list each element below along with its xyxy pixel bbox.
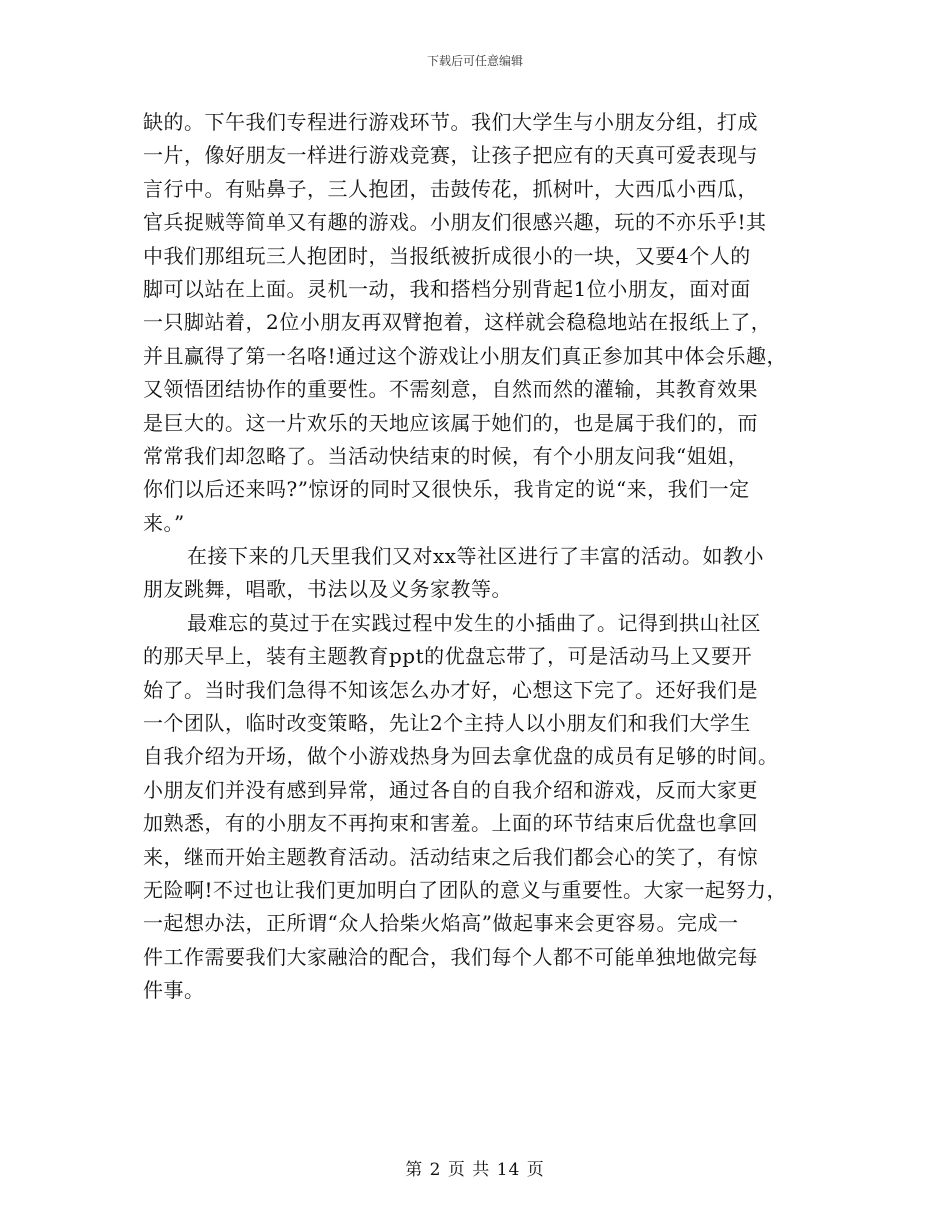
text-line: 来。” [143, 510, 185, 535]
text-line: 始了。当时我们急得不知该怎么办才好，心想这下完了。还好我们是 [143, 677, 758, 702]
document-body [143, 106, 833, 1008]
text-line: 又领悟团结协作的重要性。不需刻意，自然而然的灌输，其教育效果 [143, 377, 758, 402]
paragraph-start-line: 最难忘的莫过于在实践过程中发生的小插曲了。记得到拱山社区 [187, 610, 761, 635]
text-line: 一只脚站着，2位小朋友再双臂抱着，这样就会稳稳地站在报纸上了， [143, 310, 772, 335]
text-line: 一片，像好朋友一样进行游戏竞赛，让孩子把应有的天真可爱表现与 [143, 143, 758, 168]
text-line: 是巨大的。这一片欢乐的天地应该属于她们的，也是属于我们的，而 [143, 410, 758, 435]
text-line: 并且赢得了第一名咯!通过这个游戏让小朋友们真正参加其中体会乐趣， [143, 343, 788, 368]
text-line: 加熟悉，有的小朋友不再拘束和害羞。上面的环节结束后优盘也拿回 [143, 811, 758, 836]
text-line: 缺的。下午我们专程进行游戏环节。我们大学生与小朋友分组，打成 [143, 110, 758, 134]
text-line: 的那天早上，装有主题教育ppt的优盘忘带了，可是活动马上又要开 [143, 644, 753, 669]
text-line: 件事。 [143, 978, 205, 1003]
text-line: 官兵捉贼等简单又有趣的游戏。小朋友们很感兴趣，玩的不亦乐乎!其 [143, 210, 767, 235]
text-line: 无险啊!不过也让我们更加明白了团队的意义与重要性。大家一起努力， [143, 877, 788, 902]
text-line: 言行中。有贴鼻子，三人抱团，击鼓传花，抓树叶，大西瓜小西瓜， [143, 176, 758, 201]
text-line: 来，继而开始主题教育活动。活动结束之后我们都会心的笑了，有惊 [143, 844, 758, 869]
text-line: 一起想办法，正所谓“众人拾柴火焰高”做起事来会更容易。完成一 [143, 911, 739, 936]
text-line: 自我介绍为开场，做个小游戏热身为回去拿优盘的成员有足够的时间。 [143, 744, 779, 769]
text-line: 小朋友们并没有感到异常，通过各自的自我介绍和游戏，反而大家更 [143, 777, 758, 802]
text-line: 朋友跳舞，唱歌，书法以及义务家教等。 [143, 577, 512, 602]
text-line: 脚可以站在上面。灵机一动，我和搭档分别背起1位小朋友，面对面 [143, 276, 751, 301]
paragraph-start-line: 在接下来的几天里我们又对xx等社区进行了丰富的活动。如教小 [187, 544, 765, 569]
text-line: 你们以后还来吗?”惊讶的同时又很快乐，我肯定的说“来，我们一定 [143, 477, 750, 502]
page-number: 第 2 页 共 14 页 [405, 1160, 545, 1180]
page-header: 下载后可任意编辑 [426, 54, 523, 68]
text-line: 常常我们却忽略了。当活动快结束的时候，有个小朋友问我“姐姐， [143, 443, 749, 468]
text-line: 中我们那组玩三人抱团时，当报纸被折成很小的一块，又要4个人的 [143, 243, 751, 268]
text-line: 一个团队，临时改变策略，先让2个主持人以小朋友们和我们大学生 [143, 711, 751, 736]
text-line: 件工作需要我们大家融洽的配合，我们每个人都不可能单独地做完每 [143, 944, 758, 969]
